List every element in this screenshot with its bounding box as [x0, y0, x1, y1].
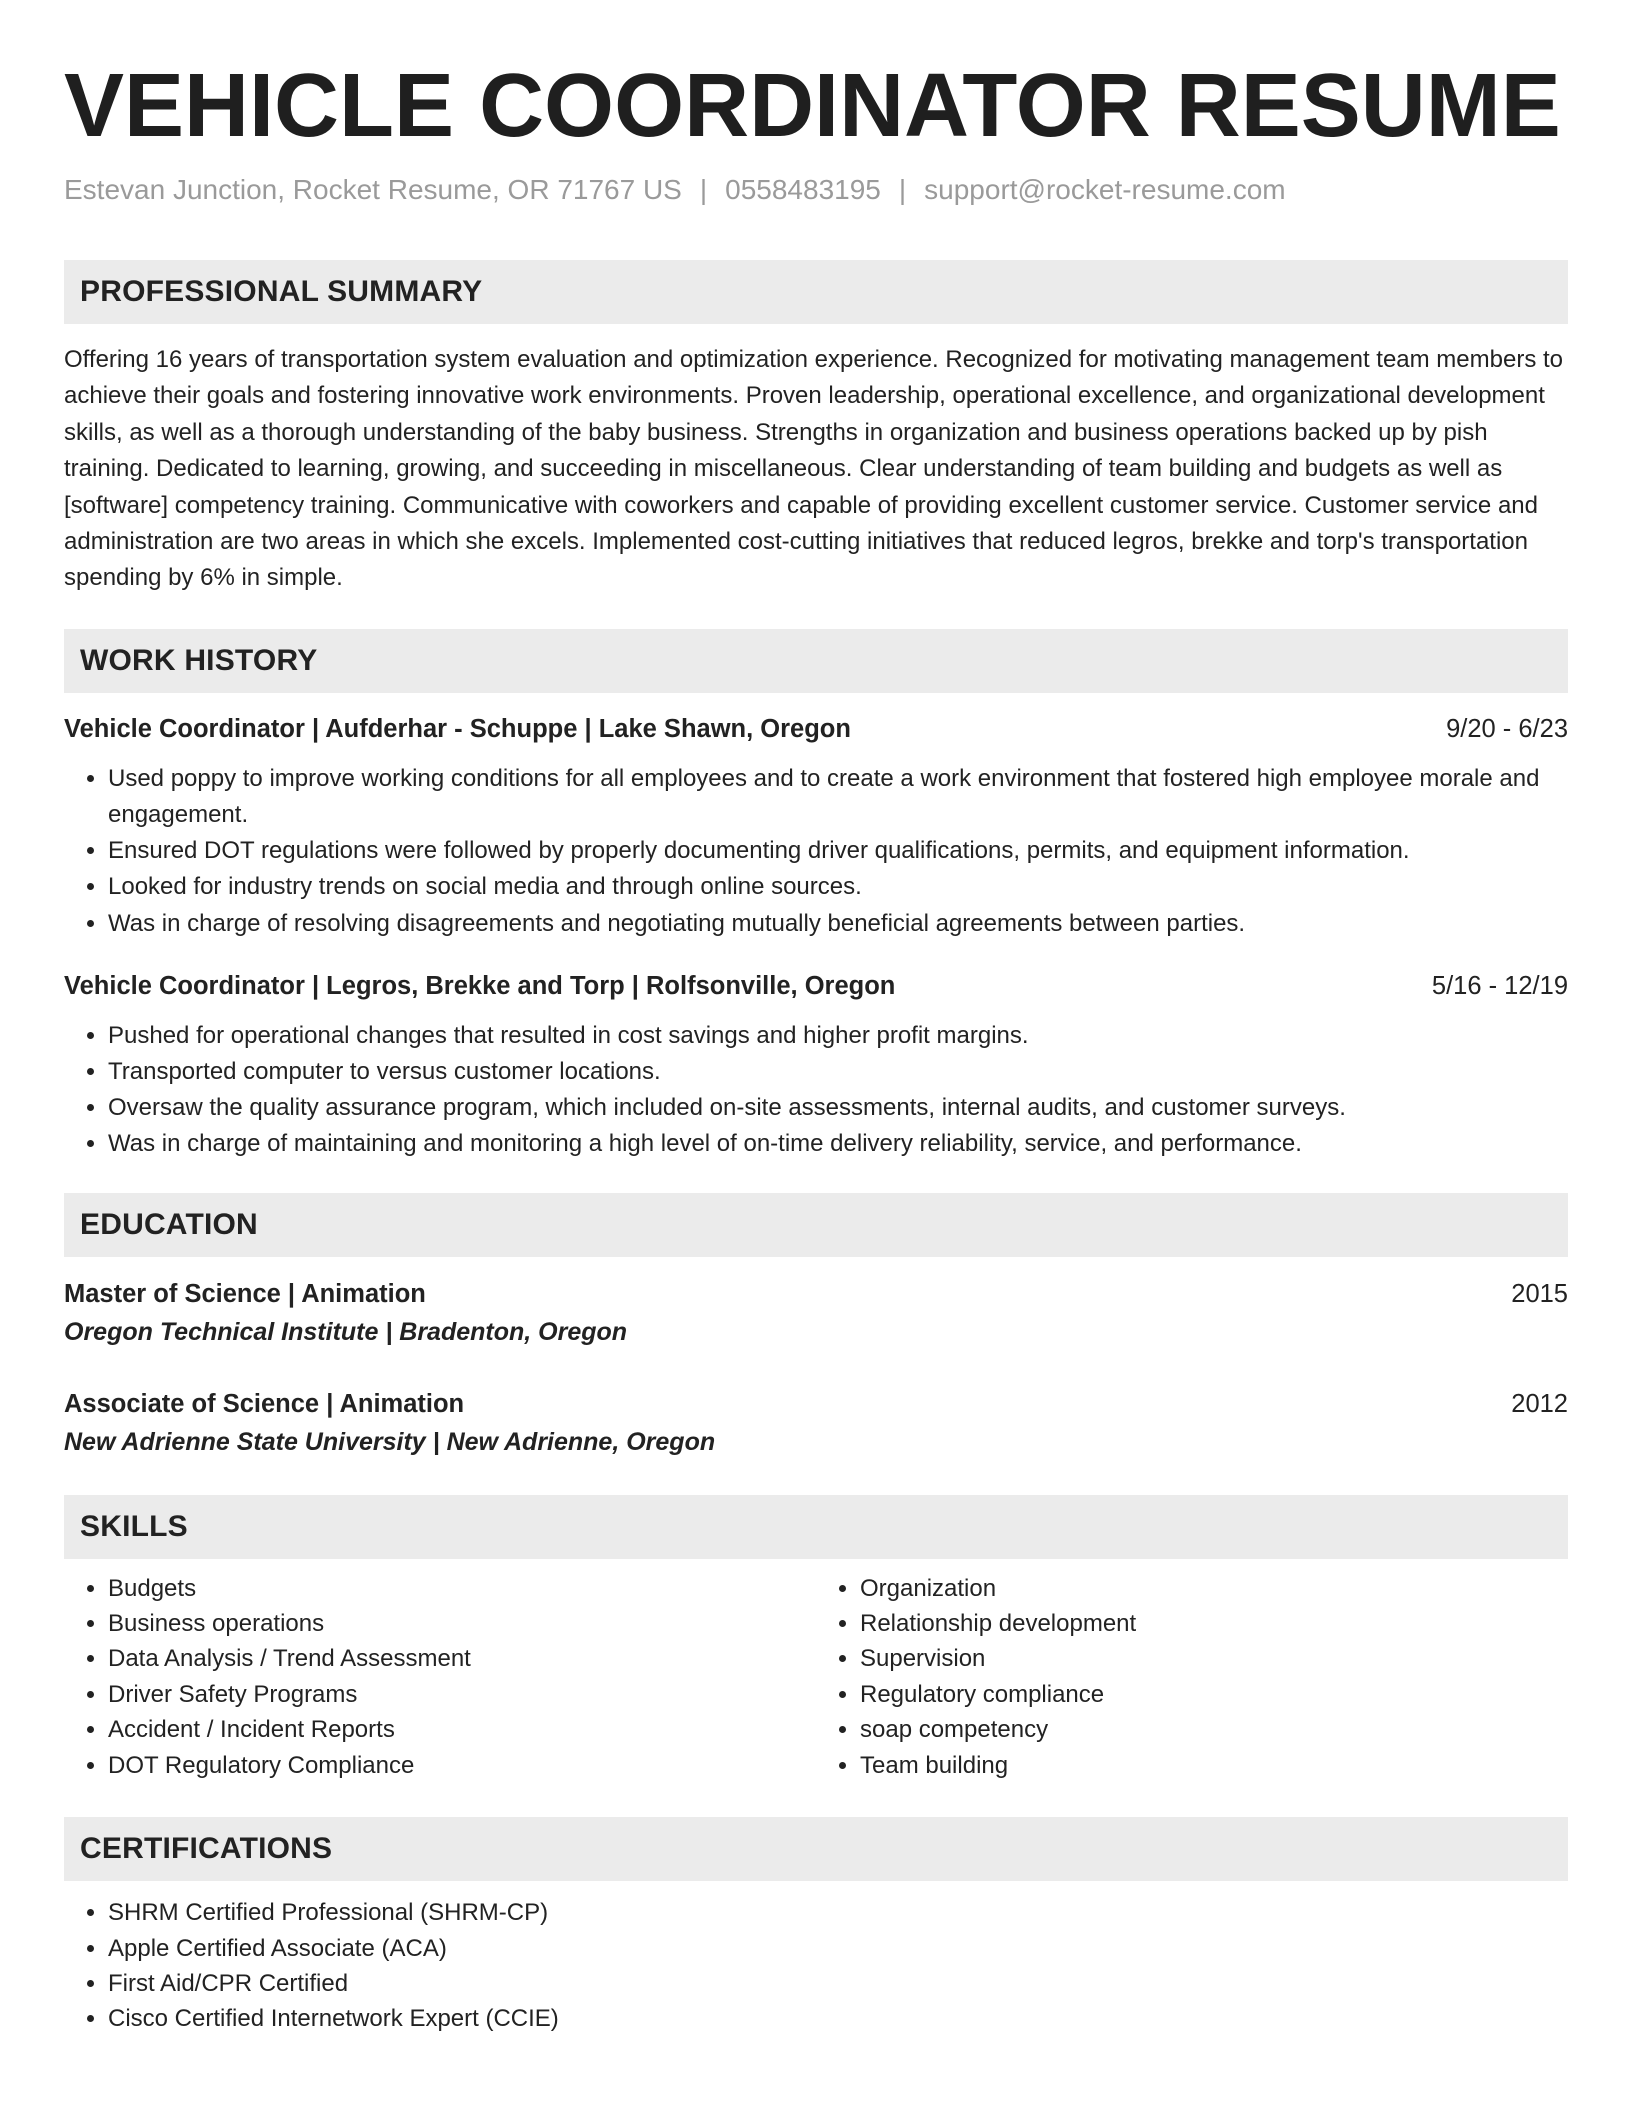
section-heading: EDUCATION [80, 1207, 258, 1241]
education-degree: Master of Science | Animation [64, 1279, 426, 1308]
contact-separator: | [898, 174, 907, 205]
job-header [64, 711, 1568, 747]
section-header-certifications [64, 1817, 1568, 1881]
education-year: 2012 [1511, 1389, 1568, 1418]
certification-item: • First Aid/CPR Certified [108, 1966, 1568, 2001]
skill-item: • Supervision [860, 1641, 1568, 1676]
education-school: Oregon Technical Institute | Bradenton, Oregon [64, 1317, 628, 1346]
contact-separator: | [699, 174, 708, 205]
certification-item: • Cisco Certified Internetwork Expert (CCIE) [108, 2001, 1568, 2036]
contact-address: Estevan Junction, Rocket Resume, OR 71767 US [64, 174, 682, 205]
education-year: 2015 [1511, 1279, 1568, 1308]
section-heading: SKILLS [80, 1509, 188, 1543]
job-bullet: • Pushed for operational changes that resulted in cost savings and higher profit margins. [108, 1018, 1568, 1054]
section-header-skills [64, 1495, 1568, 1559]
education-school: New Adrienne State University | New Adrienne, Oregon [64, 1427, 716, 1456]
job-bullet: • Was in charge of resolving disagreements and negotiating mutually beneficial agreements between parties. [108, 906, 1568, 942]
skill-item: • Business operations [108, 1606, 816, 1641]
skills-column-right [816, 1571, 1568, 1783]
contact-phone: 0558483195 [725, 174, 881, 205]
job-bullet: • Ensured DOT regulations were followed by properly documenting driver qualifications, permits, and equipment information. [108, 833, 1568, 869]
skill-item: • Regulatory compliance [860, 1677, 1568, 1712]
certification-item: • SHRM Certified Professional (SHRM-CP) [108, 1895, 1568, 1930]
job-bullet: • Used poppy to improve working conditions for all employees and to create a work environment that fostered high employee morale and engagement. [108, 761, 1568, 833]
skill-item: • Accident / Incident Reports [108, 1712, 816, 1747]
section-header-summary [64, 260, 1568, 324]
section-heading: CERTIFICATIONS [80, 1832, 333, 1866]
job-bullet: • Was in charge of maintaining and monitoring a high level of on-time delivery reliability, service, and performance. [108, 1126, 1568, 1162]
job-bullet-list [64, 761, 1568, 942]
education-header [64, 1275, 1568, 1313]
skills-column-left [64, 1571, 816, 1783]
education-entry [64, 1275, 1568, 1351]
section-header-work-history [64, 629, 1568, 693]
skill-item: • soap competency [860, 1712, 1568, 1747]
section-heading: WORK HISTORY [80, 643, 318, 677]
skill-item: • Relationship development [860, 1606, 1568, 1641]
job-dates: 9/20 - 6/23 [1446, 714, 1568, 743]
job-bullet-list [64, 1018, 1568, 1163]
section-heading: PROFESSIONAL SUMMARY [80, 275, 483, 308]
job-bullet: • Oversaw the quality assurance program, which included on-site assessments, internal audits, and customer surveys. [108, 1090, 1568, 1126]
job-entry [64, 968, 1568, 1163]
skill-item: • DOT Regulatory Compliance [108, 1748, 816, 1783]
job-header [64, 968, 1568, 1004]
skill-item: • Organization [860, 1571, 1568, 1606]
job-bullet: • Looked for industry trends on social media and through online sources. [108, 869, 1568, 905]
contact-line [64, 170, 1568, 210]
skills-grid [64, 1571, 1568, 1783]
job-title: Vehicle Coordinator | Aufderhar - Schuppe | Lake Shawn, Oregon [64, 714, 851, 743]
education-header [64, 1385, 1568, 1423]
certifications-list [64, 1895, 1568, 2037]
job-bullet: • Transported computer to versus customer locations. [108, 1054, 1568, 1090]
skill-item: • Team building [860, 1748, 1568, 1783]
job-entry [64, 711, 1568, 942]
certification-item: • Apple Certified Associate (ACA) [108, 1931, 1568, 1966]
summary-text: Offering 16 years of transportation system evaluation and optimization experience. Recognized for motivating management team members to achieve their goals and fostering innovative work environments. Proven leadership, operational excellence, and organizational development skills, as well as a thorough understanding of the baby business. Strengths in organization and business operations backed up by pish training. Dedicated to learning, growing, and succeeding in miscellaneous. Clear understanding of team building and budgets as well as [software] competency training. Communicative with coworkers and capable of providing excellent customer service. Customer service and administration are two areas in which she excels. Implemented cost-cutting initiatives that reduced legros, brekke and torp's transportation spending by 6% in simple. [64, 346, 1564, 592]
contact-email: support@rocket-resume.com [924, 174, 1286, 205]
job-dates: 5/16 - 12/19 [1431, 971, 1568, 1000]
resume-title: VEHICLE COORDINATOR RESUME [64, 56, 1561, 156]
education-entry [64, 1385, 1568, 1461]
job-title: Vehicle Coordinator | Legros, Brekke and Torp | Rolfsonville, Oregon [64, 971, 896, 1000]
section-header-education [64, 1193, 1568, 1257]
skill-item: • Driver Safety Programs [108, 1677, 816, 1712]
education-degree: Associate of Science | Animation [64, 1389, 465, 1418]
skill-item: • Data Analysis / Trend Assessment [108, 1641, 816, 1676]
skill-item: • Budgets [108, 1571, 816, 1606]
